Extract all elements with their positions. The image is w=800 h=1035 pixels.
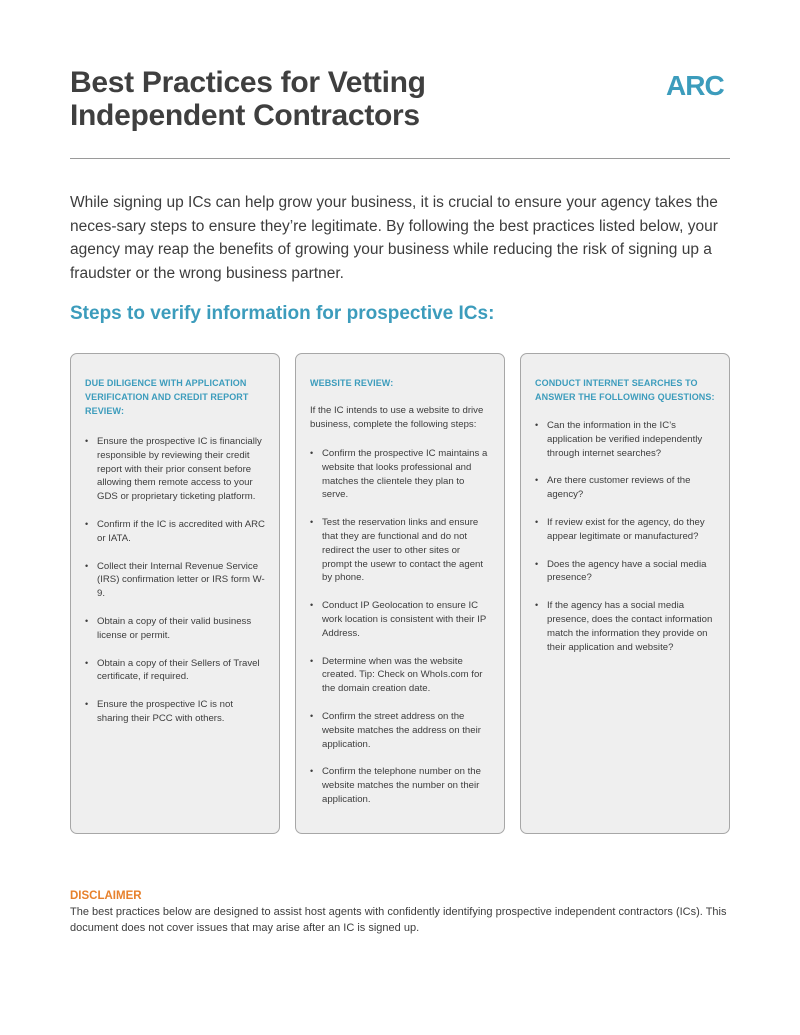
bullet-icon: • xyxy=(535,420,539,430)
card-website-review xyxy=(295,353,505,834)
bullet-icon: • xyxy=(310,448,314,458)
list-item xyxy=(535,516,715,544)
list-item xyxy=(85,435,265,504)
card-internet-searches xyxy=(520,353,730,834)
card-heading: CONDUCT INTERNET SEARCHES TO ANSWER THE FOLLOWING QUESTIONS: xyxy=(535,378,715,402)
list-item-text: Confirm the prospective IC maintains a website that looks professional and matches the clientele they plan to serve. xyxy=(322,448,488,501)
list-item xyxy=(310,655,490,696)
card-due-diligence xyxy=(70,353,280,834)
list-item-text: Obtain a copy of their valid business license or permit. xyxy=(97,615,252,641)
list-item-text: Ensure the prospective IC is not sharing their PCC with others. xyxy=(97,699,233,724)
bullet-icon: • xyxy=(535,475,539,486)
page-title xyxy=(70,66,570,132)
arc-logo-text: ARC xyxy=(666,70,724,100)
bullet-icon: • xyxy=(85,657,89,668)
list-item-text: Does the agency have a social media presence? xyxy=(547,558,707,584)
card-list xyxy=(310,447,490,807)
bullet-icon: • xyxy=(85,615,89,626)
card-heading: WEBSITE REVIEW: xyxy=(310,378,394,388)
list-item xyxy=(535,599,715,654)
arc-logo xyxy=(666,70,732,100)
bullet-icon: • xyxy=(85,560,89,571)
title-line-2: Independent Contractors xyxy=(70,99,420,132)
list-item-text: Collect their Internal Revenue Service (IRS) confirmation letter or IRS form W-9. xyxy=(97,560,265,600)
list-item-text: Obtain a copy of their Sellers of Travel certificate, if required. xyxy=(97,657,260,683)
list-item xyxy=(85,615,265,643)
list-item-text: Confirm the telephone number on the website matches the number on their application. xyxy=(322,766,481,805)
disclaimer-text: The best practices below are designed to assist host agents with confidently identifying prospective independent contractors (ICs). This document does not cover issues that may arise after an IC is signed up. xyxy=(70,906,727,934)
list-item xyxy=(85,698,265,726)
list-item xyxy=(310,447,490,502)
card-heading: DUE DILIGENCE WITH APPLICATION VERIFICATION AND CREDIT REPORT REVIEW: xyxy=(85,378,249,416)
list-item-text: Are there customer reviews of the agency? xyxy=(547,475,691,501)
disclaimer-title: DISCLAIMER xyxy=(70,890,142,902)
list-item xyxy=(535,419,715,460)
title-line-1: Best Practices for Vetting xyxy=(70,66,426,99)
list-item-text: If the agency has a social media presence, does the contact information match the information they provide on their application and website? xyxy=(547,600,713,653)
bullet-icon: • xyxy=(535,516,539,527)
card-list xyxy=(85,435,265,726)
bullet-icon: • xyxy=(85,518,89,529)
list-item-text: Test the reservation links and ensure that they are functional and do not redirect the user to other sites or prompt the usewr to contact the agent by phone. xyxy=(322,517,484,584)
intro-paragraph: While signing up ICs can help grow your business, it is crucial to ensure your agency takes the neces-sary steps to ensure they’re legitimate. By following the best practices listed below, your agency may reap the benefits of growing your business while reducing the risk of signing up a fraudster or the wrong business partner. xyxy=(70,194,718,282)
list-item xyxy=(310,516,490,585)
list-item-text: Confirm if the IC is accredited with ARC or IATA. xyxy=(97,518,265,544)
list-item xyxy=(85,657,265,685)
card-intro: If the IC intends to use a website to drive business, complete the following steps: xyxy=(310,405,484,430)
list-item xyxy=(85,518,265,546)
list-item xyxy=(85,560,265,601)
bullet-icon: • xyxy=(535,558,539,569)
arc-logo-mark xyxy=(666,70,732,100)
bullet-icon: • xyxy=(535,600,539,611)
list-item-text: Confirm the street address on the website matches the address on their application. xyxy=(322,710,481,750)
bullet-icon: • xyxy=(310,710,314,721)
list-item-text: Can the information in the IC’s application be verified independently through internet searches? xyxy=(547,420,703,459)
list-item-text: Ensure the prospective IC is financially responsible by reviewing their credit report with their prior consent before allowing them remote access to your GDS or proprietary ticketing platform. xyxy=(97,436,262,503)
bullet-icon: • xyxy=(310,766,314,777)
list-item xyxy=(310,765,490,806)
bullet-icon: • xyxy=(310,655,314,666)
bullet-icon: • xyxy=(85,436,89,446)
bullet-icon: • xyxy=(85,699,89,710)
list-item xyxy=(535,474,715,502)
list-item-text: Determine when was the website created. Tip: Check on WhoIs.com for the domain creation date. xyxy=(322,655,483,695)
list-item-text: If review exist for the agency, do they appear legitimate or manufactured? xyxy=(547,516,705,542)
list-item xyxy=(310,710,490,751)
section-heading: Steps to verify information for prospective ICs: xyxy=(70,303,495,324)
bullet-icon: • xyxy=(310,600,314,611)
list-item-text: Conduct IP Geolocation to ensure IC work location is consistent with their IP Address. xyxy=(322,600,487,639)
header-divider xyxy=(70,158,730,159)
list-item xyxy=(310,599,490,640)
list-item xyxy=(535,558,715,586)
bullet-icon: • xyxy=(310,517,314,528)
card-list xyxy=(535,419,715,654)
